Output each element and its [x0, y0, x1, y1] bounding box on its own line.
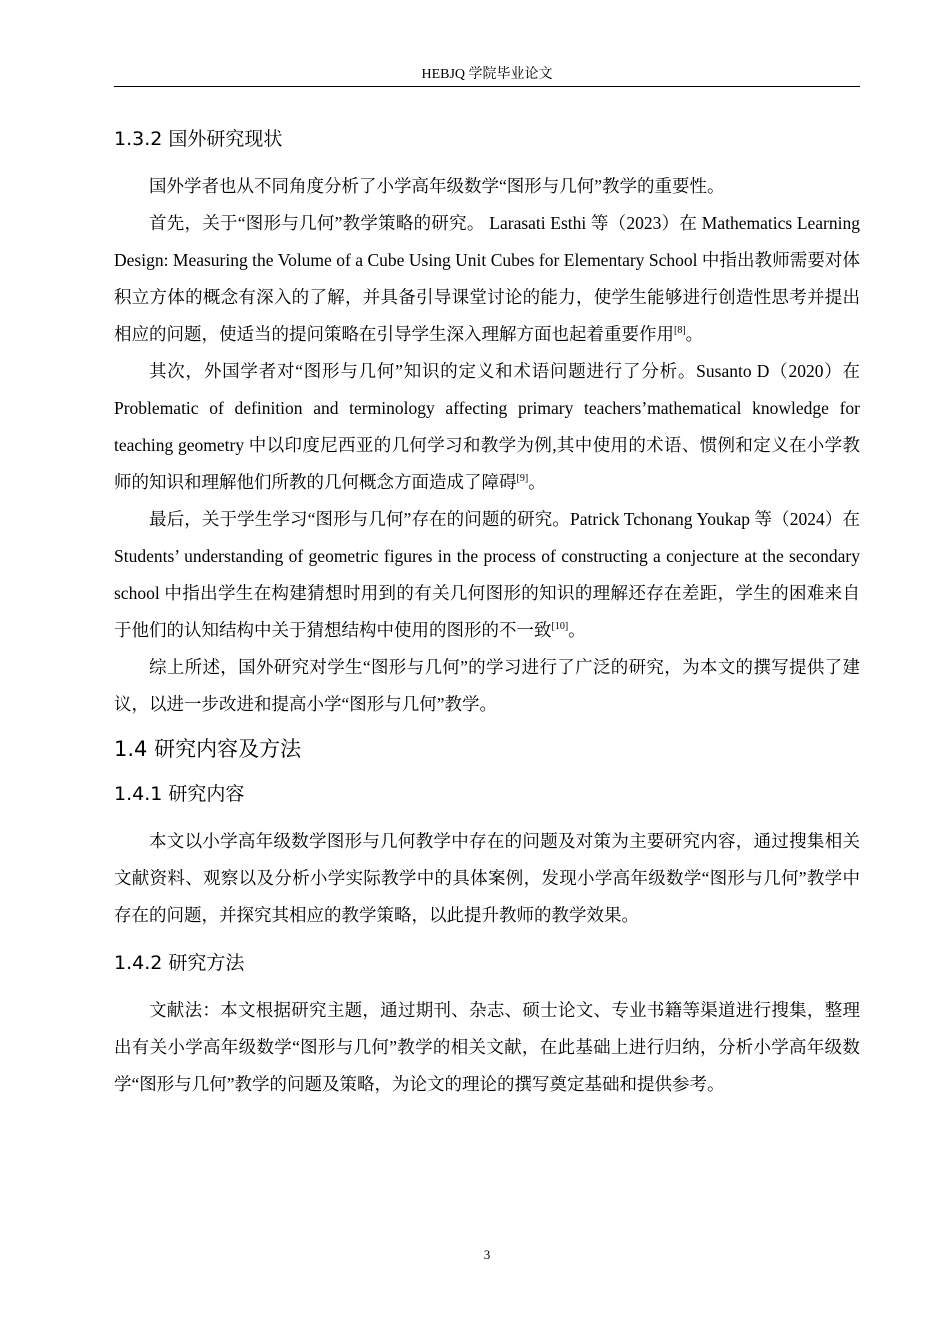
paragraph-text: 首先，关于“图形与几何”教学策略的研究。 Larasati Esthi 等（2023）在 Mathematics Learning Design: Measuring the Volume of a Cube Using Unit Cubes for Elementary School 中指出教师需要对体积立方体的概念有深入的了解，并具备引导课堂讨论的能力，使学生能够进行创造性思考并提出相应的问题，使适当的提问策略在引导学生深入理解方面也起着重要作用 [114, 213, 860, 344]
header-divider [114, 86, 860, 87]
paragraph [114, 353, 860, 501]
citation-ref: [10] [551, 621, 569, 632]
paragraph-text: 其次，外国学者对“图形与几何”知识的定义和术语问题进行了分析。Susanto D（2020）在 Problematic of definition and terminology affecting primary teachers’mathematical knowledge for teaching geometry 中以印度尼西亚的几何学习和教学为例,其中使用的术语、惯例和定义在小学教师的知识和理解他们所教的几何概念方面造成了障碍 [114, 361, 860, 492]
page-number: 3 [483, 1247, 491, 1262]
section-heading-1-4-2: 1.4.2 研究方法 [114, 952, 245, 974]
period: 。 [528, 472, 546, 492]
paragraph-text: 最后，关于学生学习“图形与几何”存在的问题的研究。Patrick Tchonang Youkap 等（2024）在 Students’ understanding of geometric figures in the process of constructing a conjecture at the secondary school 中指出学生在构建猜想时用到的有关几何图形的知识的理解还存在差距，学生的困难来自于他们的认知结构中关于猜想结构中使用的图形的不一致 [114, 509, 860, 640]
period: 。 [568, 620, 586, 640]
paragraph: 综上所述，国外研究对学生“图形与几何”的学习进行了广泛的研究，为本文的撰写提供了建议，以进一步改进和提高小学“图形与几何”教学。 [114, 657, 860, 714]
paragraph: 本文以小学高年级数学图形与几何教学中存在的问题及对策为主要研究内容，通过搜集相关文献资料、观察以及分析小学实际教学中的具体案例，发现小学高年级数学“图形与几何”教学中存在的问题，并探究其相应的教学策略，以此提升教师的教学效果。 [114, 831, 860, 925]
page-content [114, 110, 860, 1103]
running-header: HEBJQ 学院毕业论文 [421, 67, 553, 82]
paragraph [114, 205, 860, 353]
paragraph: 文献法：本文根据研究主题，通过期刊、杂志、硕士论文、专业书籍等渠道进行搜集，整理出有关小学高年级数学“图形与几何”教学的相关文献，在此基础上进行归纳，分析小学高年级数学“图形与几何”教学的问题及策略，为论文的理论的撰写奠定基础和提供参考。 [114, 1000, 860, 1094]
period: 。 [685, 324, 704, 344]
section-heading-1-3-2: 1.3.2 国外研究现状 [114, 128, 283, 150]
citation-ref: [9] [516, 473, 529, 484]
section-heading-1-4-1: 1.4.1 研究内容 [114, 783, 245, 805]
section-heading-1-4: 1.4 研究内容及方法 [114, 737, 302, 761]
paragraph [114, 501, 860, 649]
citation-ref: [8] [674, 325, 686, 336]
paragraph: 国外学者也从不同角度分析了小学高年级数学“图形与几何”教学的重要性。 [149, 176, 725, 196]
